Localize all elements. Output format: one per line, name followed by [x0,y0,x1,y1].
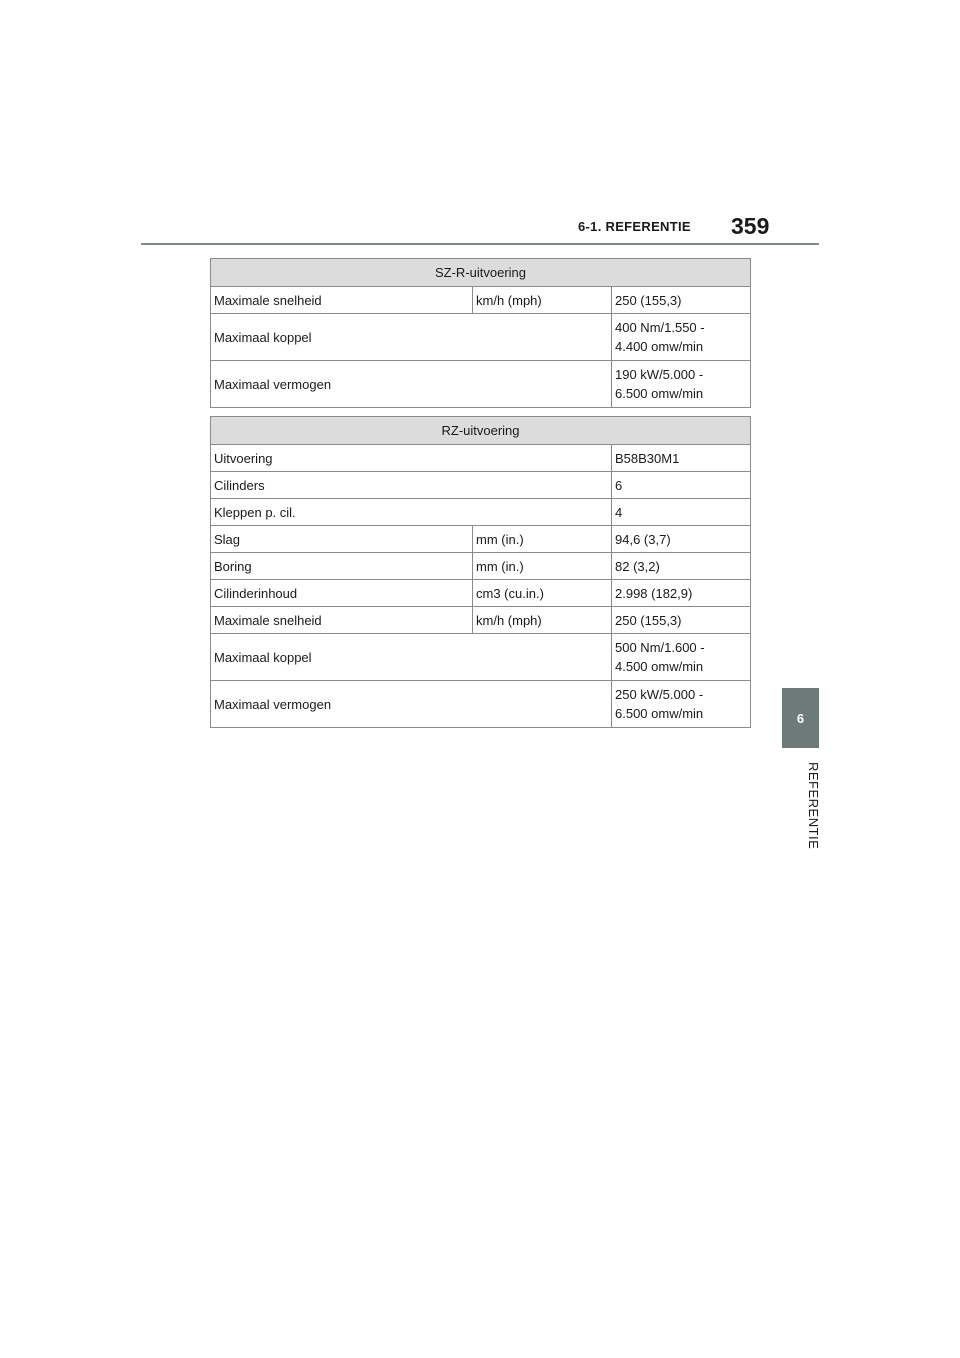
row-value: 250 (155,3) [612,287,751,314]
row-value-line: 500 Nm/1.600 - [615,640,705,655]
row-unit: cm3 (cu.in.) [473,580,612,607]
chapter-tab[interactable] [782,688,819,748]
row-label: Kleppen p. cil. [211,499,612,526]
spec-table-rz [210,416,751,728]
section-title: 6-1. REFERENTIE [578,219,691,234]
row-value: 4 [612,499,751,526]
table-row [211,445,751,472]
row-label: Maximale snelheid [211,287,473,314]
row-value-line: 190 kW/5.000 - [615,367,704,382]
row-value-line: 6.500 omw/min [615,386,704,401]
row-value: 94,6 (3,7) [612,526,751,553]
row-value: 250 (155,3) [612,607,751,634]
row-label: Uitvoering [211,445,612,472]
table-row [211,361,751,408]
table-row [211,287,751,314]
row-label: Cilinderinhoud [211,580,473,607]
page-number: 359 [731,213,770,239]
row-value: 2.998 (182,9) [612,580,751,607]
row-label: Maximaal koppel [211,314,612,361]
chapter-tab-label: REFERENTIE [806,762,821,850]
table-row [211,472,751,499]
row-value-line: 400 Nm/1.550 - [615,320,705,335]
row-unit: km/h (mph) [473,287,612,314]
table-row [211,634,751,681]
row-value-line: 250 kW/5.000 - [615,687,704,702]
spec-table-szr [210,258,751,408]
table-row [211,681,751,728]
header-divider [141,243,819,245]
row-label: Maximale snelheid [211,607,473,634]
row-value-line: 6.500 omw/min [615,706,704,721]
row-unit: km/h (mph) [473,607,612,634]
row-unit: mm (in.) [473,553,612,580]
chapter-tab-number: 6 [796,710,805,726]
row-label: Maximaal vermogen [211,361,612,408]
row-label: Boring [211,553,473,580]
row-label: Slag [211,526,473,553]
row-value [612,681,751,728]
row-unit: mm (in.) [473,526,612,553]
table-row [211,580,751,607]
table-caption: RZ-uitvoering [211,417,751,445]
row-value: 82 (3,2) [612,553,751,580]
table-caption: SZ-R-uitvoering [211,259,751,287]
row-value-line: 4.500 omw/min [615,659,704,674]
row-value [612,634,751,681]
row-value-line: 4.400 omw/min [615,339,704,354]
row-value: B58B30M1 [612,445,751,472]
row-label: Cilinders [211,472,612,499]
table-row [211,526,751,553]
row-label: Maximaal koppel [211,634,612,681]
table-row [211,499,751,526]
table-row [211,553,751,580]
row-label: Maximaal vermogen [211,681,612,728]
table-row [211,314,751,361]
table-row [211,607,751,634]
row-value [612,361,751,408]
row-value: 6 [612,472,751,499]
row-value [612,314,751,361]
